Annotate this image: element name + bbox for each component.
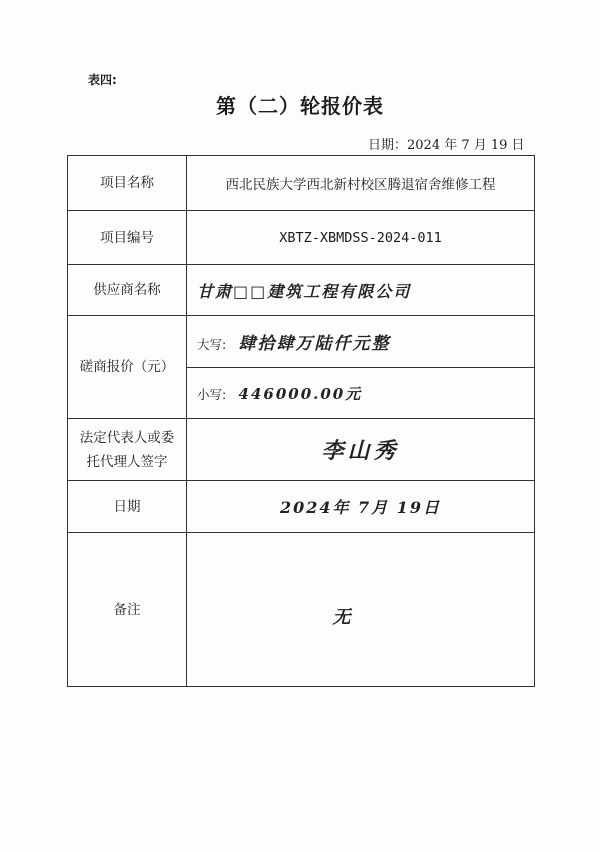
row-project-name	[68, 156, 535, 211]
date-label: 日期	[68, 481, 187, 533]
table-number-label: 表四:	[88, 73, 117, 87]
supplier-handwritten: 甘肃□□建筑工程有限公司	[197, 281, 412, 301]
price-lower-label: 小写:	[197, 386, 227, 402]
header-date: 日期：2024 年 7 月 19 日	[368, 138, 525, 153]
date-handwritten: 2024年 7月 19日	[279, 498, 442, 517]
supplier-label: 供应商名称	[68, 265, 187, 316]
project-name-label: 项目名称	[68, 156, 187, 211]
representative-label-line1: 法定代表人或委	[79, 429, 175, 446]
price-label: 磋商报价（元）	[68, 316, 187, 419]
page-title: 第（二）轮报价表	[216, 94, 384, 118]
price-upper-handwritten: 肆拾肆万陆仟元整	[238, 334, 391, 354]
row-supplier	[68, 265, 535, 316]
representative-label-line2: 托代理人签字	[86, 453, 168, 470]
remarks-handwritten: 无	[332, 606, 353, 628]
row-remarks	[68, 533, 535, 687]
remarks-label: 备注	[68, 533, 187, 687]
row-date	[68, 481, 535, 533]
row-project-code	[68, 211, 535, 265]
project-code-value: XBTZ-XBMDSS-2024-011	[187, 211, 535, 265]
quotation-table	[67, 155, 535, 687]
representative-signature: 李山秀	[321, 438, 400, 464]
row-representative	[68, 419, 535, 481]
row-price-upper	[68, 316, 535, 368]
price-upper-label: 大写:	[197, 337, 227, 352]
price-lower-handwritten: 446000.00元	[238, 384, 363, 403]
project-code-label: 项目编号	[68, 211, 187, 265]
project-name-value: 西北民族大学西北新村校区腾退宿舍维修工程	[187, 156, 535, 211]
